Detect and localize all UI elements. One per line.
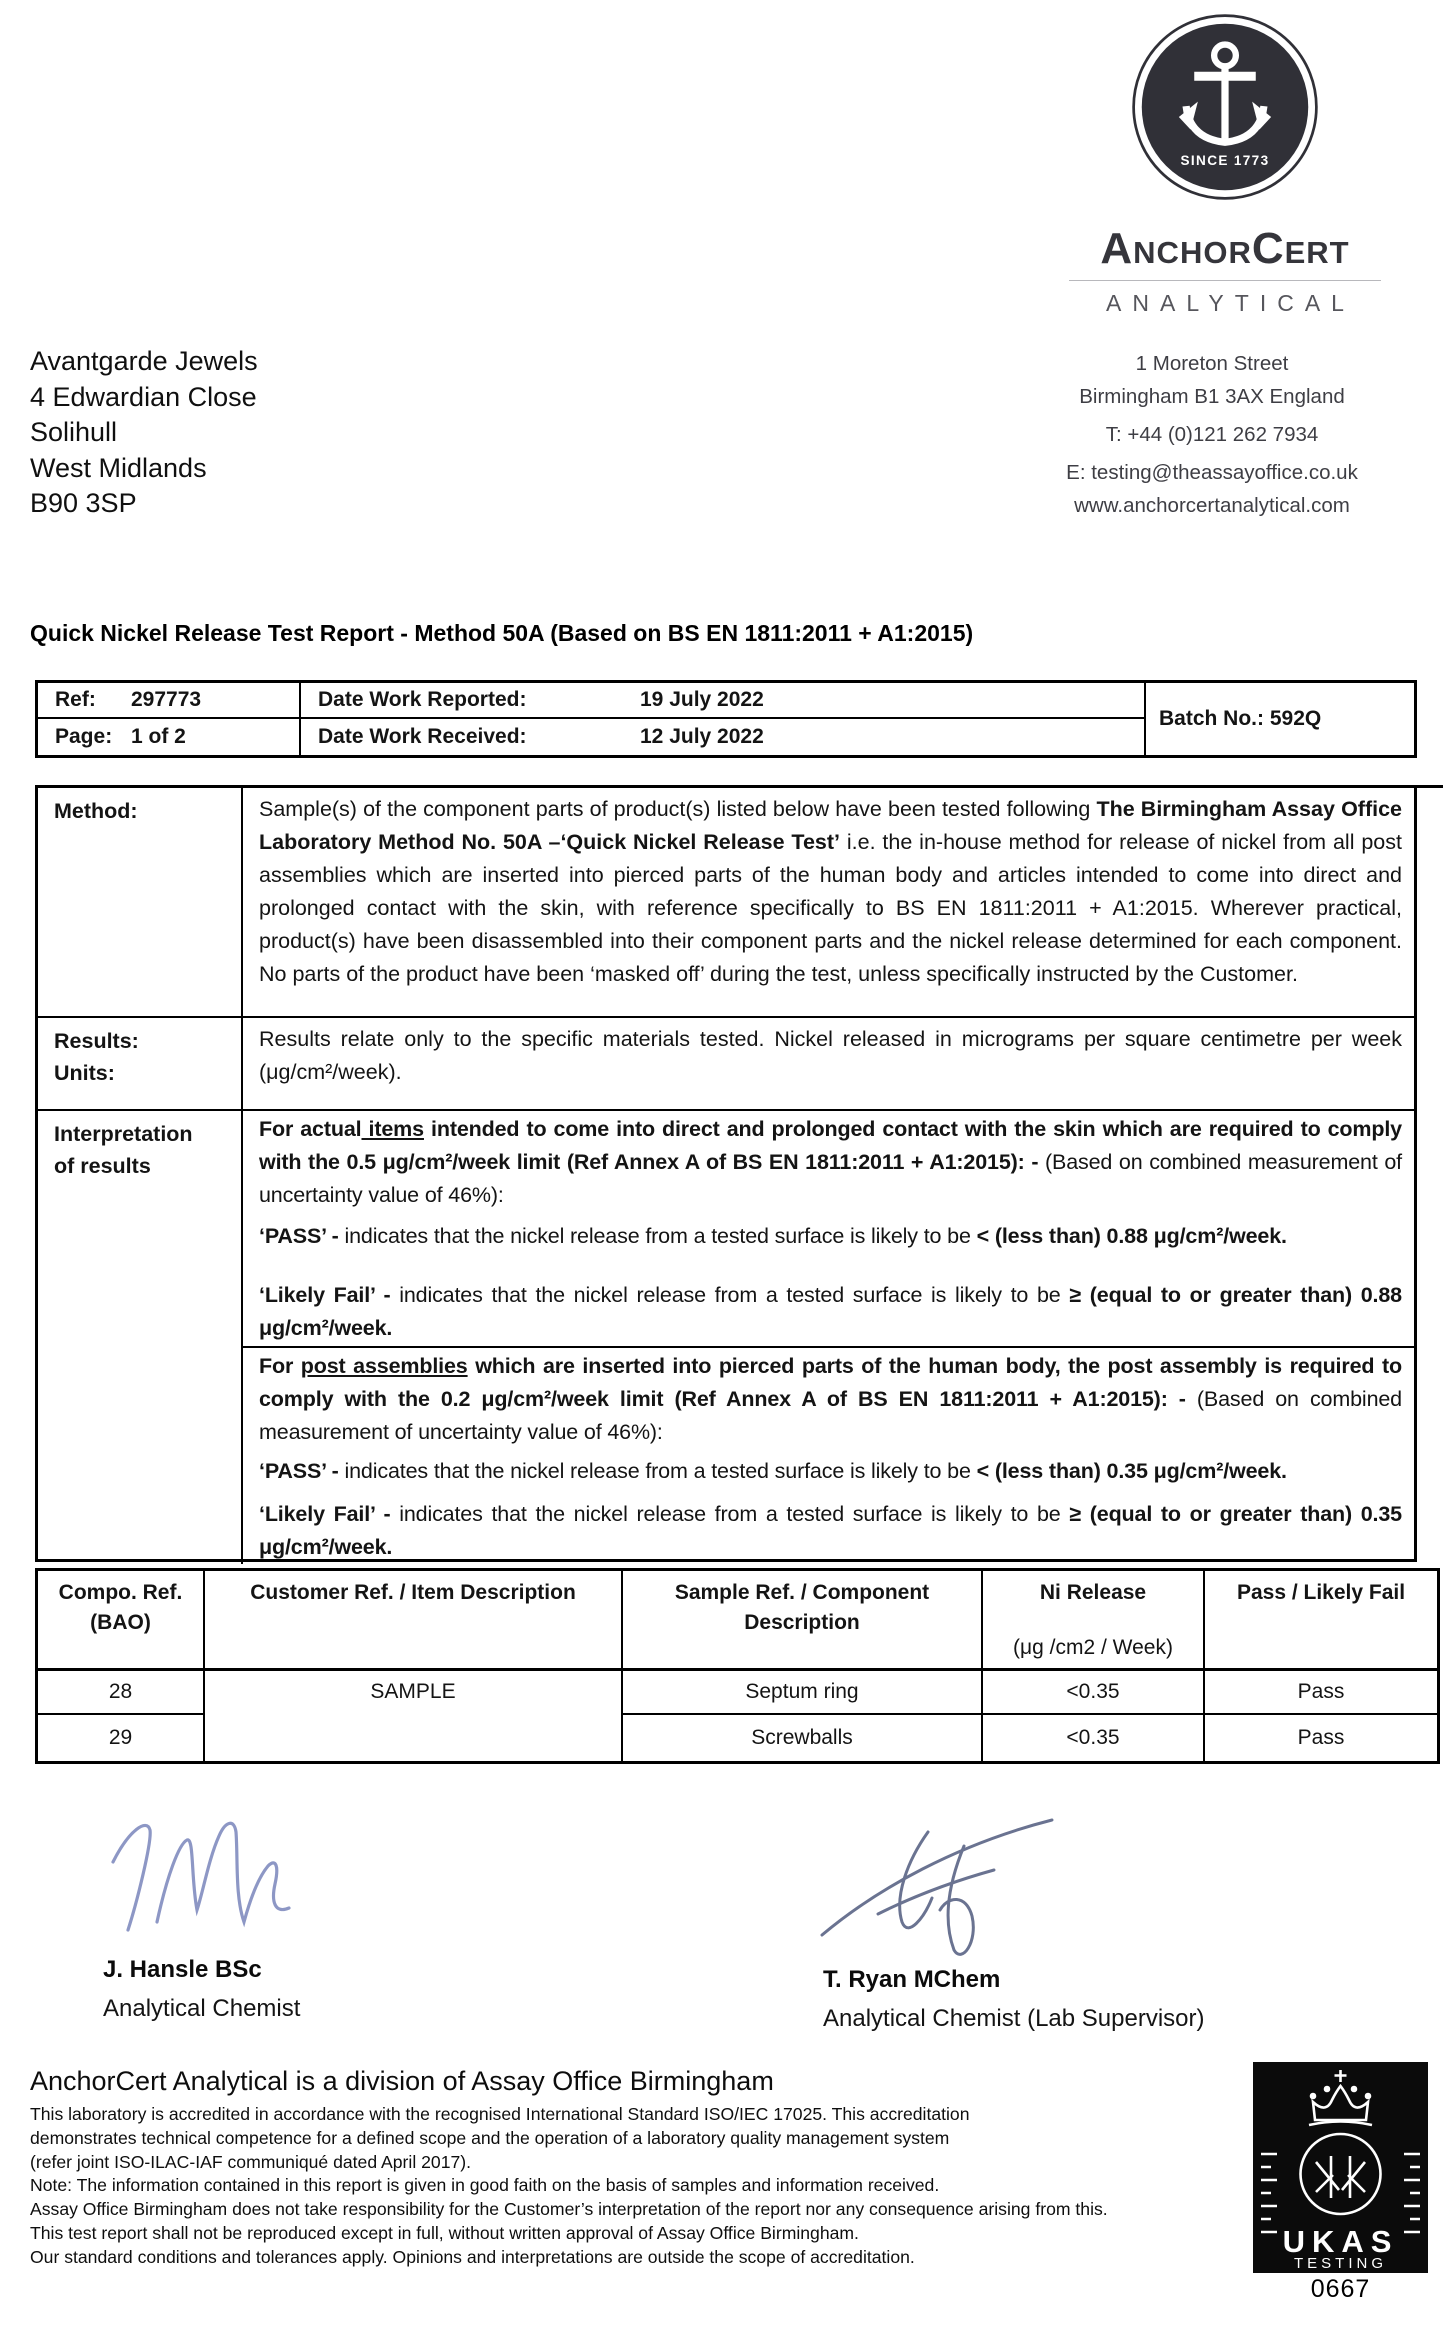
interp-items-intro: For actual items intended to come into direct and prolonged contact with the skin which are required to comply with the 0.5 μg/cm²/week limit (Ref Annex A of BS EN 1811:2011 + A1:2015): - (Based on combined measurement of uncertainty value of 46%): <box>259 1117 1402 1207</box>
ni-release-unit: (μg /cm2 / Week) <box>1013 1636 1173 1659</box>
anchor-logo-icon <box>1130 12 1320 202</box>
ukas-logo-icon <box>1253 2062 1428 2273</box>
ukas-name-text: UKAS <box>1282 2224 1399 2259</box>
footer-note-line: demonstrates technical competence for a defined scope and the operation of a laboratory quality management system <box>30 2127 950 2148</box>
method-text: Sample(s) of the component parts of product(s) listed below have been tested following The Birmingham Assay Office Laboratory Method No. 50A –‘Quick Nickel Release Test’ i.e. the in-house method for release of nickel from all post assemblies which are inserted into pierced parts of the human body and articles intended to come into direct and prolonged contact with the skin, with reference specifically to BS EN 1811:2011 + A1:2015. Wherever practical, product(s) have been disassembled into their component parts and the nickel release determined for each component. No parts of the product have been ‘masked off’ during the test, unless specifically instructed by the Customer. <box>259 797 1402 986</box>
ref-label: Ref: <box>55 688 96 711</box>
customer-address <box>30 344 258 522</box>
signature-right-icon <box>808 1810 1068 1965</box>
ukas-number: 0667 <box>1310 2275 1371 2303</box>
ukas-accreditation <box>1253 2062 1428 2304</box>
logo-since-text: SINCE 1773 <box>1180 152 1270 168</box>
row-result: Pass <box>1205 1671 1437 1715</box>
footer-note-line: This test report shall not be reproduced except in full, without written approval of Assay Office Birmingham. <box>30 2222 859 2243</box>
lab-phone: T: +44 (0)121 262 7934 <box>1105 423 1319 446</box>
date-received-cell <box>301 719 1146 755</box>
row-sample-description: Screwballs <box>623 1715 983 1761</box>
row-sample-description: Septum ring <box>623 1671 983 1715</box>
results-units-label: Results: Units: <box>38 1016 243 1109</box>
row-customer-ref: SAMPLE <box>205 1671 623 1761</box>
row-ni-release: <0.35 <box>983 1671 1205 1715</box>
signatory-name: J. Hansle BSc <box>103 1956 262 1983</box>
footer-note-line: (refer joint ISO-ILAC-IAF communiqué dated April 2017). <box>30 2151 472 2172</box>
address-line: B90 3SP <box>30 488 137 518</box>
address-line: Avantgarde Jewels <box>30 346 258 376</box>
interp-posts-intro: For post assemblies which are inserted into pierced parts of the human body, the post assembly is required to comply with the 0.2 μg/cm²/week limit (Ref Annex A of BS EN 1811:2011 + A1:2015): - (Based on combined measurement of uncertainty value of 46%): <box>259 1354 1402 1444</box>
lab-address-line: 1 Moreton Street <box>1135 352 1289 375</box>
row-compo-ref: 28 <box>38 1671 205 1715</box>
signatory-role: Analytical Chemist (Lab Supervisor) <box>823 2005 1205 2032</box>
page-label: Page: <box>55 725 113 748</box>
address-line: West Midlands <box>30 452 207 483</box>
brand-wordmark: AnchorCert <box>1100 224 1350 273</box>
signatory-name: T. Ryan MChem <box>823 1966 1001 1993</box>
signatory-role: Analytical Chemist <box>103 1995 301 2022</box>
interpretation-items-box <box>243 1111 1414 1348</box>
row-result: Pass <box>1297 1726 1345 1749</box>
ref-cell <box>38 683 301 719</box>
interpretation-label: Interpretation of results <box>38 1109 243 1564</box>
lab-website: www.anchorcertanalytical.com <box>1074 494 1350 517</box>
report-title: Quick Nickel Release Test Report - Method 50A (Based on BS EN 1811:2011 + A1:2015) <box>30 620 974 646</box>
page-cell <box>38 719 301 755</box>
date-reported-cell <box>301 683 1146 719</box>
footer-note-line: Note: The information contained in this report is given in good faith on the basis of samples and information received. <box>30 2175 940 2196</box>
footer-note-line: Assay Office Birmingham does not take responsibility for the Customer’s interpretation of the report nor any consequence arising from this. <box>30 2199 1108 2220</box>
col-header-compo-ref: Compo. Ref. (BAO) <box>38 1571 205 1671</box>
ref-value: 297773 <box>131 688 202 711</box>
interpretation-content <box>243 1109 1414 1564</box>
interp-posts-pass: ‘PASS’ - indicates that the nickel release from a tested surface is likely to be < (less than) 0.35 μg/cm²/week. <box>259 1459 1287 1483</box>
signatory-left <box>103 1956 300 2023</box>
date-reported-label: Date Work Reported: <box>318 688 527 711</box>
interpretation-posts-box <box>243 1348 1414 1564</box>
footer-notes <box>30 2103 1108 2270</box>
method-label: Method: <box>38 788 243 1016</box>
date-received-label: Date Work Received: <box>318 725 527 748</box>
signatory-right <box>823 1966 1204 2033</box>
brand-subtitle: ANALYTICAL <box>1106 290 1355 316</box>
col-header-ni-release: Ni Release (μg /cm2 / Week) <box>983 1571 1205 1671</box>
results-table <box>35 1568 1440 1764</box>
reference-table <box>35 680 1417 758</box>
lab-address-line: Birmingham B1 3AX England <box>1079 385 1345 408</box>
interp-posts-fail: ‘Likely Fail’ - indicates that the nickel release from a tested surface is likely to be ≥ (equal to or greater than) 0.35 μg/cm²/week. <box>259 1502 1402 1559</box>
address-line: 4 Edwardian Close <box>30 381 257 412</box>
results-text: Results relate only to the specific materials tested. Nickel released in micrograms per square centimetre per week (μg/cm²/week). <box>243 1016 1414 1109</box>
interp-items-pass: ‘PASS’ - indicates that the nickel release from a tested surface is likely to be < (less than) 0.88 μg/cm²/week. <box>259 1224 1287 1248</box>
address-line: Solihull <box>30 417 118 447</box>
header-logo <box>1040 12 1410 317</box>
col-header-pass-fail: Pass / Likely Fail <box>1205 1571 1437 1671</box>
signature-left-icon <box>95 1806 325 1946</box>
batch-number: Batch No.: 592Q <box>1159 707 1322 730</box>
row-ni-release: <0.35 <box>983 1715 1205 1761</box>
footer-note-line: Our standard conditions and tolerances apply. Opinions and interpretations are outside the scope of accreditation. <box>30 2246 915 2267</box>
ukas-type-text: TESTING <box>1293 2255 1388 2272</box>
footer-note-line: This laboratory is accredited in accordance with the recognised International Standard ISO/IEC 17025. This accreditation <box>30 2104 970 2124</box>
brand-divider <box>1069 280 1381 281</box>
footer-division-line: AnchorCert Analytical is a division of Assay Office Birmingham <box>30 2066 774 2096</box>
row-compo-ref: 29 <box>38 1715 205 1761</box>
col-header-sample-ref: Sample Ref. / Component Description <box>623 1571 983 1671</box>
lab-contact <box>1022 347 1402 522</box>
date-reported-value: 19 July 2022 <box>640 688 764 711</box>
col-header-customer-ref: Customer Ref. / Item Description <box>205 1571 623 1671</box>
method-table <box>35 785 1417 1562</box>
lab-email: E: testing@theassayoffice.co.uk <box>1066 461 1358 484</box>
date-received-value: 12 July 2022 <box>640 725 764 748</box>
page-value: 1 of 2 <box>131 725 186 748</box>
interp-items-fail: ‘Likely Fail’ - indicates that the nickel release from a tested surface is likely to be ≥ (equal to or greater than) 0.88 μg/cm²/week. <box>259 1283 1402 1340</box>
